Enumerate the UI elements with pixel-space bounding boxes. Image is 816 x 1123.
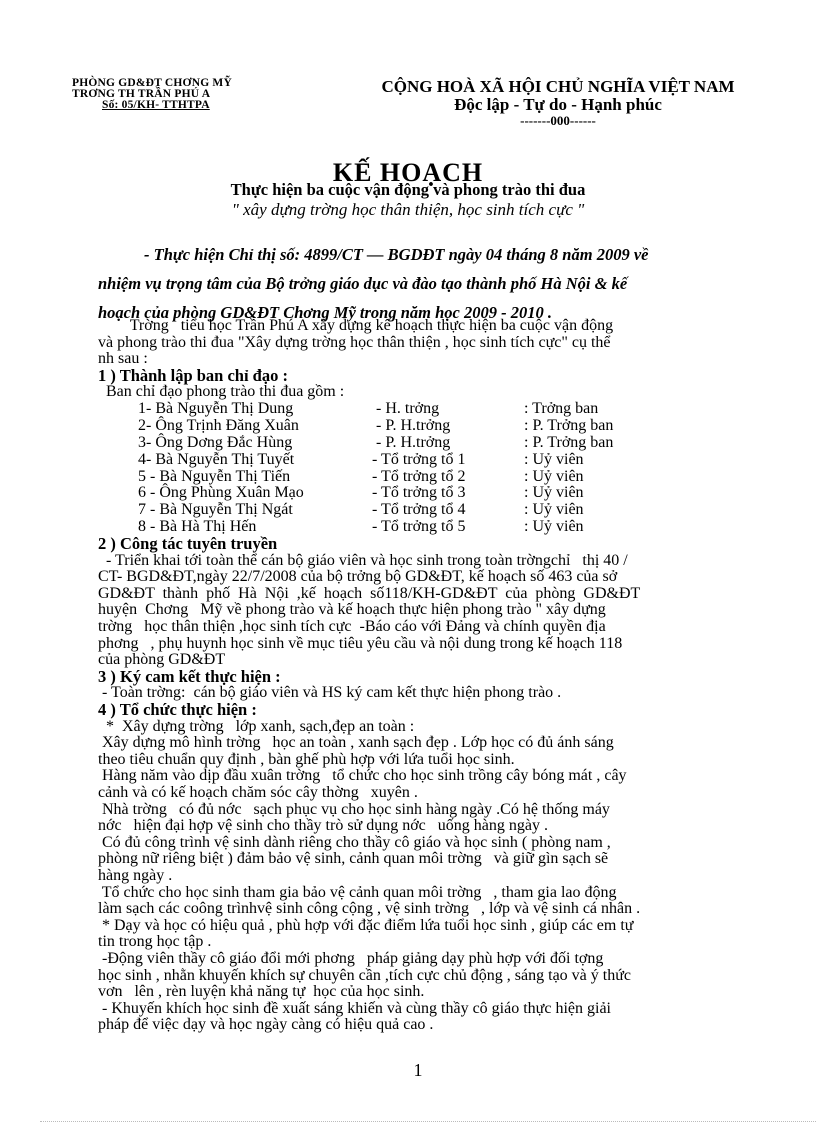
- intro-paragraph-line: nh sau :: [98, 350, 148, 368]
- member-role: - Tổ trởng tổ 1: [372, 450, 466, 468]
- section-3-line: - Toàn trờng: cán bộ giáo viên và HS ký cam kết thực hiện phong trào .: [98, 684, 562, 702]
- member-name: 2- Ông Trịnh Đăng Xuân: [138, 416, 299, 434]
- section-4-line: Nhà trờng có đủ nớc sạch phục vụ cho học sinh hàng ngày .Có hệ thống máy: [98, 800, 610, 818]
- section-4-line: - Khuyến khích học sinh đề xuất sáng khiến và cùng thầy cô giáo thực hiện giải: [98, 999, 611, 1017]
- section-4-line: cảnh và có kế hoạch chăm sóc cây thờng xuyên .: [98, 784, 418, 801]
- committee-member: [98, 502, 758, 519]
- committee-member: [98, 418, 758, 435]
- member-duty: : P. Trởng ban: [524, 433, 614, 451]
- member-name: 5 - Bà Nguyễn Thị Tiến: [138, 467, 291, 485]
- member-name: 3- Ông Dơng Đắc Hùng: [138, 433, 293, 451]
- department-name: PHÒNG GD&ĐT CHƠNG MỸ: [72, 77, 232, 89]
- section-4-line: pháp để việc dạy và học ngày càng có hiệu quả cao .: [98, 1016, 434, 1034]
- intro-line: hoạch của phòng GD&ĐT Chơng Mỹ trong năm học 2009 - 2010 .: [98, 303, 552, 322]
- header-right: [372, 78, 744, 128]
- section-4-line: học sinh , nhằn khuyến khích sự chuyên cần ,tích cực chủ động , sáng tạo và ý thức: [98, 966, 631, 984]
- member-name: 7 - Bà Nguyễn Thị Ngát: [138, 501, 293, 519]
- committee-member: [98, 452, 758, 469]
- intro-paragraph-line: Trờng tiểu học Trần Phú A xây dựng kế hoạch thực hiện ba cuộc vận động: [98, 317, 614, 334]
- section-1-heading: 1 ) Thành lập ban chỉ đạo :: [98, 365, 288, 385]
- national-motto: Độc lập - Tự do - Hạnh phúc: [454, 95, 662, 114]
- committee-member: [98, 519, 758, 536]
- member-duty: : Uỷ viên: [524, 518, 584, 536]
- committee-member: [98, 435, 758, 452]
- section-4-line: phòng nữ riêng biệt ) đảm bảo vệ sinh, cảnh quan môi trờng và giữ gìn sạch sẽ: [98, 850, 609, 868]
- header-left: [72, 78, 232, 111]
- member-role: - P. H.trởng: [376, 416, 451, 434]
- header-separator: -------000------: [520, 113, 596, 128]
- member-duty: : Uỷ viên: [524, 450, 584, 468]
- section-4-line: hàng ngày .: [98, 866, 173, 884]
- page-number: 1: [413, 1060, 423, 1080]
- section-4-line: làm sạch các coông trìnhvệ sinh công cộng , vệ sinh trờng , lớp và vệ sinh cá nhân .: [98, 900, 641, 918]
- member-name: 8 - Bà Hà Thị Hến: [138, 518, 257, 536]
- section-4-line: Xây dựng mô hình trờng học an toàn , xanh sạch đẹp . Lớp học có đủ ánh sáng: [98, 734, 614, 752]
- member-role: - Tổ trởng tổ 5: [372, 518, 466, 536]
- document-title: KẾ HOẠCH: [332, 158, 484, 187]
- intro-directive: [98, 240, 748, 327]
- section-3-heading: 3 ) Ký cam kết thực hiện :: [98, 666, 281, 686]
- member-name: 4- Bà Nguyễn Thị Tuyết: [138, 450, 295, 468]
- section-4-heading: 4 ) Tổ chức thực hiện :: [98, 700, 257, 720]
- document-slogan: " xây dựng trờng học thân thiện, học sinh tích cực ": [231, 200, 585, 219]
- section-2-line: - Triển khai tới toàn thể cán bộ giáo viên và học sinh trong toàn trờngchỉ thị 40 /: [98, 551, 628, 569]
- document-subtitle: Thực hiện ba cuộc vận động và phong trào thi đua: [230, 180, 586, 199]
- intro-line: nhiệm vụ trọng tâm của Bộ trởng giáo dục và đào tạo thành phố Hà Nội & kế: [98, 274, 628, 293]
- section-2-line: CT- BGD&ĐT,ngày 22/7/2008 của bộ trởng bộ GD&ĐT, kế hoạch số 463 của sở: [98, 568, 618, 586]
- committee-member: [98, 469, 758, 486]
- member-name: 6 - Ông Phùng Xuân Mạo: [138, 484, 304, 502]
- section-2-line: của phòng GD&ĐT: [98, 651, 226, 669]
- member-role: - H. trởng: [376, 399, 440, 417]
- intro-line: - Thực hiện Chỉ thị số: 4899/CT — BGDĐT ngày 04 tháng 8 năm 2009 về: [144, 245, 649, 264]
- committee-member: [98, 485, 758, 502]
- national-title: CỘNG HOÀ XÃ HỘI CHỦ NGHĨA VIỆT NAM: [381, 77, 735, 96]
- member-duty: : P. Trởng ban: [524, 416, 614, 434]
- member-duty: : Uỷ viên: [524, 467, 584, 485]
- section-4-line: nớc hiện đại hợp vệ sinh cho thầy trò sử dụng nớc uống hàng ngày .: [98, 817, 548, 835]
- committee-member: [98, 401, 758, 418]
- member-duty: : Uỷ viên: [524, 484, 584, 502]
- section-2-line: huyện Chơng Mỹ về phong trào và kế hoạch thực hiện phong trào " xây dựng: [98, 601, 606, 619]
- document-body: [98, 318, 758, 1034]
- document-number: Số: 05/KH- TTHTPA: [102, 99, 210, 111]
- member-duty: : Uỷ viên: [524, 501, 584, 519]
- section-4-line: * Xây dựng trờng lớp xanh, sạch,đẹp an toàn :: [98, 717, 415, 735]
- section-4-line: Có đủ công trình vệ sinh dành riêng cho thầy cô giáo và học sinh ( phòng nam ,: [98, 833, 611, 851]
- section-4-line: -Động viên thầy cô giáo đổi mới phơng pháp giảng dạy phù hợp với đối tợng: [98, 949, 604, 967]
- school-name: TRƠNG TH TRẦN PHÚ A: [72, 88, 211, 100]
- member-role: - Tổ trởng tổ 2: [372, 467, 466, 485]
- section-4-line: tin trong học tập .: [98, 933, 212, 951]
- section-4-line: theo tiêu chuẩn quy định , bàn ghế phù hợp với lứa tuổi học sinh.: [98, 750, 515, 768]
- section-2-line: trờng học thân thiện ,học sinh tích cực -Báo cáo với Đảng và chính quyền địa: [98, 618, 606, 636]
- member-role: - Tổ trởng tổ 4: [372, 501, 466, 519]
- section-2-line: phơng , phụ huynh học sinh về mục tiêu yêu cầu và nội dung trong kế hoạch 118: [98, 634, 623, 652]
- committee-list: [98, 401, 758, 536]
- section-4-line: Tổ chức cho học sinh tham gia bảo vệ cảnh quan môi trờng , tham gia lao động: [98, 883, 617, 901]
- section-2-heading: 2 ) Công tác tuyên truyền: [98, 534, 278, 554]
- section-2-line: GD&ĐT thành phố Hà Nội ,kế hoạch số118/KH-GD&ĐT của phòng GD&ĐT: [98, 584, 641, 602]
- member-role: - P. H.trởng: [376, 433, 451, 451]
- member-duty: : Trởng ban: [524, 399, 599, 417]
- member-name: 1- Bà Nguyễn Thị Dung: [138, 399, 294, 417]
- intro-paragraph-line: và phong trào thi đua "Xây dựng trờng học thân thiện , học sinh tích cực" cụ thể: [98, 333, 611, 351]
- section-4-line: Hàng năm vào dịp đầu xuân trờng tổ chức cho học sinh trồng cây bóng mát , cây: [98, 767, 627, 785]
- section-4-line: vơn lên , rèn luyện khả năng tự học của học sinh.: [98, 983, 425, 1001]
- footer-divider: [40, 1121, 816, 1122]
- section-1-lead: Ban chỉ đạo phong trào thi đua gồm :: [98, 383, 345, 401]
- section-4-line: * Dạy và học có hiệu quả , phù hợp với đặc điểm lứa tuổi học sinh , giúp các em tự: [98, 916, 634, 934]
- member-role: - Tổ trởng tổ 3: [372, 484, 466, 502]
